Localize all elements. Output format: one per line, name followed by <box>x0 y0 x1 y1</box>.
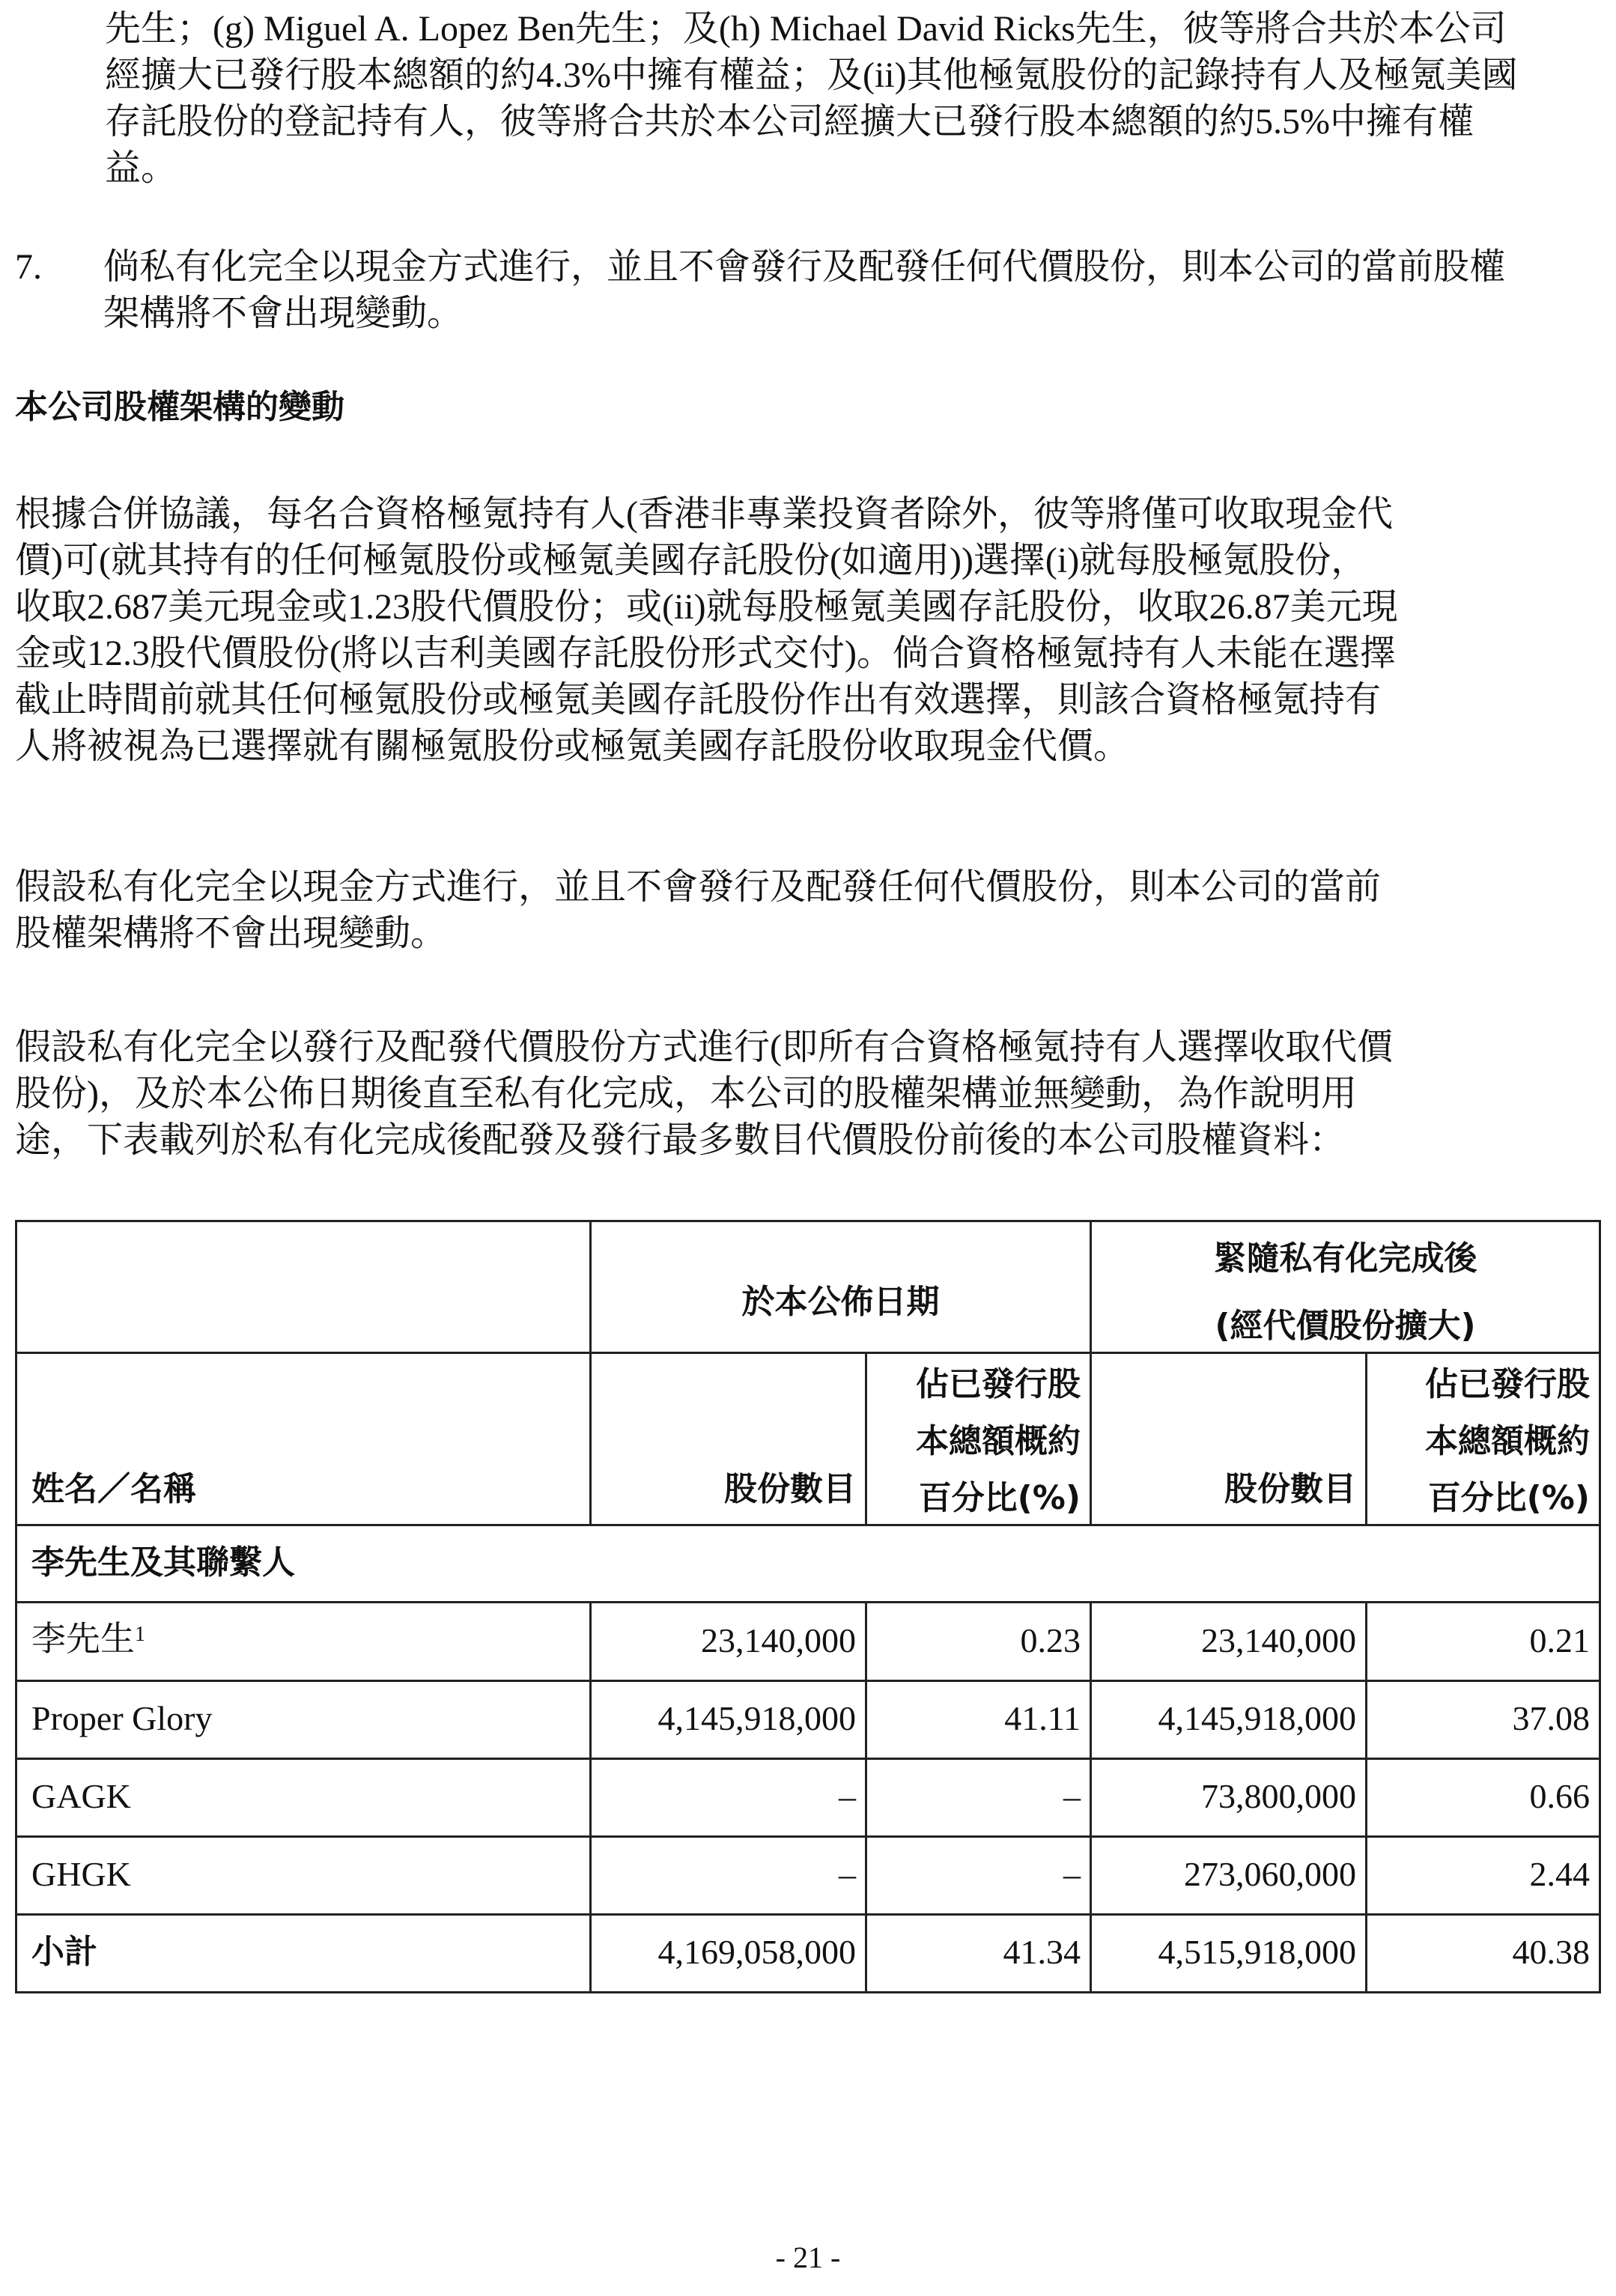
header-line: (經代價股份擴大) <box>1215 1307 1476 1345</box>
table-rule <box>15 1758 1601 1760</box>
table-rule <box>15 1220 1601 1222</box>
pct-after: 2.44 <box>1529 1855 1590 1893</box>
pct-after: 37.08 <box>1512 1699 1590 1737</box>
text-line: 金或12.3股代價股份(將以吉利美國存託股份形式交付)。倘合資格極氪持有人未能在選擇 <box>15 634 1396 673</box>
shares-after: 4,515,918,000 <box>1158 1933 1356 1971</box>
table-rule <box>1599 1220 1601 1993</box>
name-text: 李先生 <box>31 1620 135 1658</box>
text-line: 假設私有化完全以發行及配發代價股份方式進行(即所有合資格極氪持有人選擇收取代價 <box>15 1027 1393 1067</box>
row-name: GAGK <box>31 1777 131 1815</box>
row-name <box>31 1617 145 1662</box>
text-line: 途，下表載列於私有化完成後配發及發行最多數目代價股份前後的本公司股權資料： <box>15 1120 1346 1160</box>
table-rule <box>15 1835 1601 1838</box>
text-line: 人將被視為已選擇就有關極氪股份或極氪美國存託股份收取現金代價。 <box>15 726 1130 766</box>
header-shares-2: 股份數目 <box>1224 1470 1356 1508</box>
pct-before: 41.11 <box>1004 1699 1081 1737</box>
continuation-paragraph <box>105 6 1603 192</box>
page-number: - 21 - <box>775 2241 841 2274</box>
text-line: 截止時間前就其任何極氪股份或極氪美國存託股份作出有效選擇，則該合資格極氪持有 <box>15 680 1382 720</box>
header-line: 本總額概約 <box>1425 1422 1590 1460</box>
pct-before: – <box>1063 1777 1081 1815</box>
list-item-number: 7. <box>15 247 42 287</box>
text-line: 股份)，及於本公佈日期後直至私有化完成，本公司的股權架構並無變動，為作說明用 <box>15 1074 1357 1114</box>
text-line: 價)可(就其持有的任何極氪股份或極氪美國存託股份(如適用))選擇(i)就每股極氪股份， <box>15 541 1367 580</box>
shares-before: – <box>839 1855 856 1893</box>
pct-before: – <box>1063 1855 1081 1893</box>
text-line: 假設私有化完全以現金方式進行，並且不會發行及配發任何代價股份，則本公司的當前 <box>15 867 1382 907</box>
row-name: GHGK <box>31 1855 131 1893</box>
header-group-post-privatisation <box>1092 1236 1599 1349</box>
shares-before: 23,140,000 <box>701 1621 856 1659</box>
text-line: 架構將不會出現變動。 <box>103 294 464 333</box>
header-line: 緊隨私有化完成後 <box>1213 1239 1477 1278</box>
pct-after: 40.38 <box>1512 1933 1590 1971</box>
shares-after: 23,140,000 <box>1201 1621 1356 1659</box>
table-rule <box>15 1913 1601 1916</box>
text-line: 先生；(g) Miguel A. Lopez Ben先生；及(h) Michael David Ricks先生，彼等將合共於本公司 <box>105 9 1507 49</box>
table-rule <box>15 1352 1601 1354</box>
header-line: 百分比(%) <box>918 1479 1081 1517</box>
text-line: 倘私有化完全以現金方式進行，並且不會發行及配發任何代價股份，則本公司的當前股權 <box>103 247 1506 287</box>
row-name: 小計 <box>31 1933 97 1971</box>
table-rule <box>15 1220 17 1993</box>
header-pct-1 <box>867 1356 1081 1527</box>
row-name: Proper Glory <box>31 1699 213 1737</box>
header-name: 姓名／名稱 <box>31 1470 196 1508</box>
table-rule <box>15 1601 1601 1603</box>
pct-before: 41.34 <box>1003 1933 1081 1971</box>
text-line: 股權架構將不會出現變動。 <box>15 914 447 953</box>
header-shares-1: 股份數目 <box>724 1470 856 1508</box>
header-line: 本總額概約 <box>916 1422 1081 1460</box>
table-rule <box>15 1991 1601 1993</box>
shares-after: 4,145,918,000 <box>1158 1699 1356 1737</box>
text-line: 存託股份的登記持有人，彼等將合共於本公司經擴大已發行股本總額的約5.5%中擁有權 <box>105 102 1474 142</box>
section-label: 李先生及其聯繫人 <box>31 1543 295 1582</box>
header-line: 佔已發行股 <box>1425 1365 1590 1403</box>
pct-before: 0.23 <box>1020 1621 1081 1659</box>
pct-after: 0.21 <box>1529 1621 1590 1659</box>
table-rule <box>15 1524 1601 1526</box>
paragraph-merger-agreement <box>15 491 1603 770</box>
pct-after: 0.66 <box>1529 1777 1590 1815</box>
shares-after: 273,060,000 <box>1184 1855 1356 1893</box>
shares-before: – <box>839 1777 856 1815</box>
header-line: 佔已發行股 <box>916 1365 1081 1403</box>
header-group-announcement-date: 於本公佈日期 <box>741 1283 940 1321</box>
table-rule <box>15 1680 1601 1682</box>
text-line: 收取2.687美元現金或1.23股代價股份；或(ii)就每股極氪美國存託股份，收取26.87美元現 <box>15 587 1398 627</box>
shareholding-table <box>15 1220 1601 1993</box>
section-heading: 本公司股權架構的變動 <box>15 388 344 426</box>
text-line: 經擴大已發行股本總額的約4.3%中擁有權益；及(ii)其他極氪股份的記錄持有人及極氪美國 <box>105 55 1518 95</box>
header-pct-2 <box>1367 1356 1590 1527</box>
text-line: 根據合併協議，每名合資格極氪持有人(香港非專業投資者除外，彼等將僅可收取現金代 <box>15 494 1393 534</box>
text-line: 益。 <box>105 148 177 188</box>
header-line: 百分比(%) <box>1427 1479 1590 1517</box>
shares-before: 4,145,918,000 <box>657 1699 856 1737</box>
shares-after: 73,800,000 <box>1201 1777 1356 1815</box>
footnote-marker: 1 <box>135 1623 145 1646</box>
shares-before: 4,169,058,000 <box>657 1933 856 1971</box>
paragraph-cash-scenario <box>15 864 1603 957</box>
paragraph-share-scenario <box>15 1024 1603 1164</box>
